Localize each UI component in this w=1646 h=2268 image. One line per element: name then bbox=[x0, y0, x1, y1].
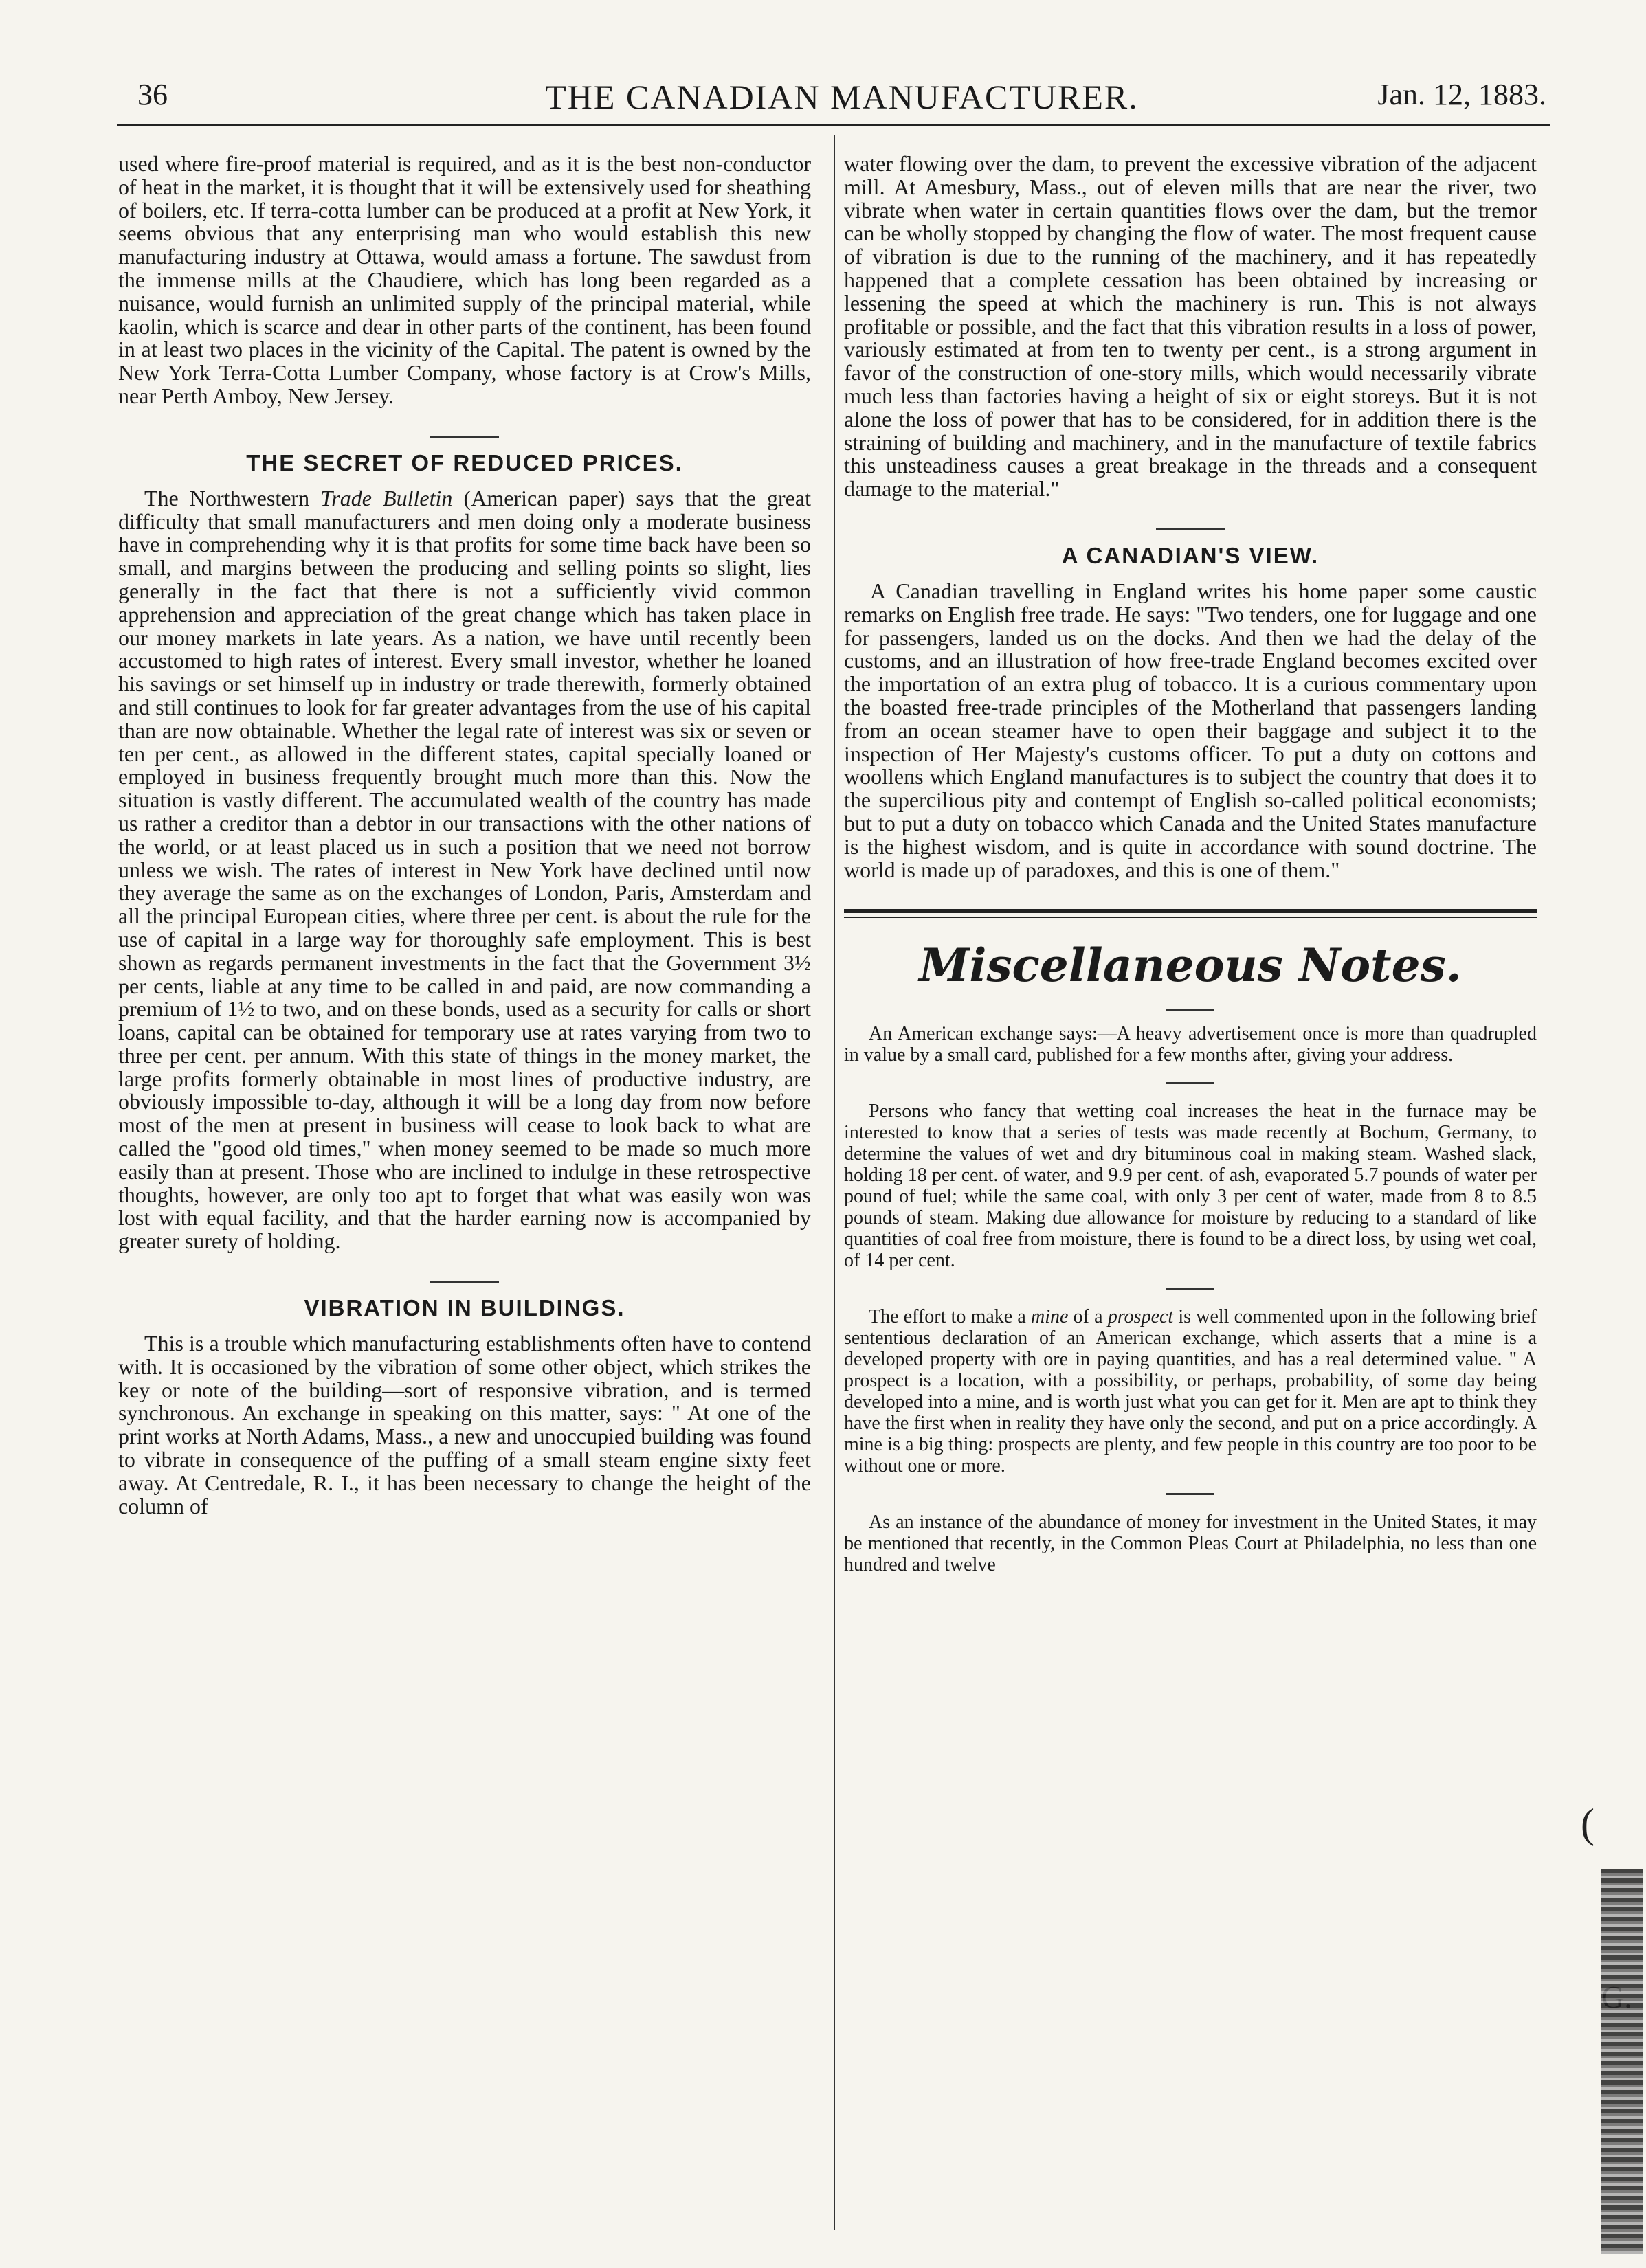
vibration-continued-paragraph: water flowing over the dam, to prevent the excessive vibration of the adjacent mill. At Amesbury, Mass., out of eleven mills that are near the river, two vibrate when water in certain quantities flows over the dam, but the tremor can be wholly stopped by changing the flow of water. The most frequent cause of vibration is due to the running of the machinery, and it has repeatedly happened that a complete cessation has been obtained by increasing or lessening the speed at which the machinery is run. This is not always profitable or possible, and the fact that this vibration results in a loss of power, variously estimated at from ten to twenty per cent., is a strong argument in favor of the construction of one-story mills, which would necessarily vibrate much less than factories having a height of six or eight storeys. But it is not alone the loss of power that has to be considered, for in addition there is the straining of building and machinery, and in the manufacture of textile fabrics this unsteadiness causes a great breakage in the threads and a consequent damage to the material." bbox=[844, 153, 1537, 502]
section-divider bbox=[430, 436, 499, 438]
section-double-rule bbox=[844, 909, 1537, 918]
terra-cotta-paragraph: used where fire-proof material is required, and as it is the best non-conductor of heat in the market, it is thought that it will be extensively used for sheathing of boilers, etc. If terra-cotta lumber can be produced at a profit at New York, it seems obvious that any enterprising man who would establish this new manufacturing industry at Ottawa, would amass a fortune. The sawdust from the immense mills at the Chaudiere, which has long been regarded as a nuisance, would furnish an unlimited supply of the principal material, while kaolin, which is scarce and dear in other parts of the continent, has been found in at least two places in the vicinity of the Capital. The patent is owned by the New York Terra-Cotta Lumber Company, whose factory is at Crow's Mills, near Perth Amboy, New Jersey. bbox=[118, 153, 811, 408]
note3-text-body: is well commented upon in the following brief sententious declaration of an American exchange, which asserts that a mine is a developed property with ore in paying quantities, and has a real determined value. " A prospect is a location, with a possibility, or perhaps, probability, of some day being developed into a mine, and is worth just what you can get for it. Men are apt to think they have the first when in reality they have only the second, and put on a price accordingly. A mine is a big thing: prospects are plenty, and few people in this country are too poor to be without one or more. bbox=[844, 1306, 1537, 1477]
note3-prospect-word: prospect bbox=[1107, 1306, 1174, 1328]
margin-parenthesis: ( bbox=[1581, 1801, 1594, 1846]
issue-date: Jan. 12, 1883. bbox=[1377, 78, 1546, 111]
note-wet-coal: Persons who fancy that wetting coal increases the heat in the furnace may be interested to know that a series of tests was made recently at Bochum, Germany, to determine the values of wet and dry bituminous coal in making steam. Washed slack, holding 18 per cent. of water, and 9.9 per cent. of ash, evaporated 5.7 pounds of water per pound of fuel; while the same coal, with only 3 per cent of water, made from 8 to 8.5 pounds of steam. Making due allowance for moisture by reducing to a standard of like quantities of coal free from moisture, there is found to be a direct loss, by using wet coal, of 14 per cent. bbox=[844, 1101, 1537, 1272]
note3-text-middle: of a bbox=[1068, 1306, 1108, 1328]
note-money-investment: As an instance of the abundance of money for investment in the United States, it may be mentioned that recently, in the Common Pleas Court at Philadelphia, no less than one hundred and twelve bbox=[844, 1512, 1537, 1576]
page-number: 36 bbox=[137, 78, 168, 111]
heading-vibration-in-buildings: VIBRATION IN BUILDINGS. bbox=[304, 1295, 625, 1321]
secret-paragraph bbox=[118, 487, 811, 1253]
note3-mine-word: mine bbox=[1031, 1306, 1069, 1328]
heading-secret-of-reduced-prices: THE SECRET OF REDUCED PRICES. bbox=[246, 449, 683, 475]
note-advertisement: An American exchange says:—A heavy advertisement once is more than quadrupled in value by a small card, published for a few months after, giving your address. bbox=[844, 1023, 1537, 1066]
secret-text-body: (American paper) says that the great difficulty that small manufacturers and men doing only a moderate business have in comprehending why it is that profits for some time back have been so small, and margins between the producing and selling points so slight, lies generally in the fact that there is not a sufficiently vivid common apprehension and appreciation of the great change which has taken place in our money markets in late years. As a nation, we have until recently been accustomed to high rates of interest. Every small investor, whether he loaned his savings or set himself up in industry or trade therewith, formerly obtained and still continues to look for far greater advantages from the use of his capital than are now obtainable. Whether the legal rate of interest was six or seven or ten per cent., as allowed in the different states, capital specially loaned or employed in business frequently brought much more than this. Now the situation is vastly different. The accumulated wealth of the country has made us rather a creditor than a debtor in our transactions with the other nations of the world, or at least placed us in such a position that we need not borrow unless we wish. The rates of interest in New York have declined until now they average the same as on the exchanges of London, Paris, Amsterdam and all the principal European cities, where three per cent. is about the rule for the use of capital in a large way for thoroughly safe employment. This is best shown as regards permanent investments in the fact that the Government 3½ per cents, liable at any time to be called in and paid, are now commanding a premium of 1½ to two, and on these bonds, used as a security for calls or short loans, capital can be obtained for temporary use at rates varying from two to three per cent. per annum. With this state of things in the money market, the large profits formerly obtainable in most lines of productive industry, are obviously impossible to-day, although it will be a long day from now before most of the men at present in business will cease to look back to what are called the "good old times," when money seemed to be made so much more easily than at present. Those who are inclined to indulge in these retrospective thoughts, however, are only too apt to forget that what was easily won was lost with equal facility, and that the harder earning now is accompanied by greater surety of holding. bbox=[118, 485, 811, 1254]
note-mine-prospect bbox=[844, 1306, 1537, 1477]
note-divider bbox=[1166, 1288, 1214, 1290]
canadian-view-paragraph: A Canadian travelling in England writes his home paper some caustic remarks on English free trade. He says: "Two tenders, one for luggage and one for passengers, landed us on the docks. And then we had the delay of the customs, and an illustration of how free-trade England becomes excited over the importation of an extra plug of tobacco. It is a curious commentary upon the boasted free-trade principles of the Motherland that passengers landing from an ocean steamer have to open their baggage and subject it to the inspection of Her Majesty's customs officer. To put a duty on cottons and woollens which England manufactures is to subject the country that does it to the supercilious pity and contempt of English so-called political economists; but to put a duty on tobacco which Canada and the United States manufacture is the highest wisdom, and is quite in accordance with sound doctrine. The world is made up of paradoxes, and this is one of them." bbox=[844, 578, 1537, 882]
note-divider bbox=[1166, 1082, 1214, 1084]
binding-edge-strip bbox=[1601, 1869, 1643, 2254]
heading-canadians-view: A CANADIAN'S VIEW. bbox=[1061, 542, 1320, 568]
vibration-paragraph: This is a trouble which manufacturing establishments often have to contend with. It is occasioned by the vibration of some other object, which strikes the key or note of the building—sort of responsive vibration, and is termed synchronous. An exchange in speaking on this matter, says: " At one of the print works at North Adams, Mass., a new and unoccupied building was found to vibrate in consequence of the puffing of a small steam engine sixty feet away. At Centredale, R. I., it has been necessary to change the height of the column of bbox=[118, 1331, 811, 1518]
left-column bbox=[118, 153, 811, 2262]
section-divider bbox=[1156, 528, 1225, 530]
note-divider bbox=[1166, 1009, 1214, 1011]
header-rule bbox=[117, 124, 1550, 126]
right-column bbox=[844, 153, 1537, 2262]
trade-bulletin-title: Trade Bulletin bbox=[320, 485, 453, 510]
section-divider bbox=[430, 1281, 499, 1283]
publication-title: THE CANADIAN MANUFACTURER. bbox=[545, 78, 1139, 116]
miscellaneous-notes-title: Miscellaneous Notes. bbox=[919, 939, 1462, 993]
page-header bbox=[137, 77, 1546, 118]
secret-text-start: The Northwestern bbox=[144, 485, 321, 510]
note-divider bbox=[1166, 1493, 1214, 1495]
note3-text-start: The effort to make a bbox=[869, 1306, 1032, 1328]
column-divider bbox=[834, 135, 835, 2230]
